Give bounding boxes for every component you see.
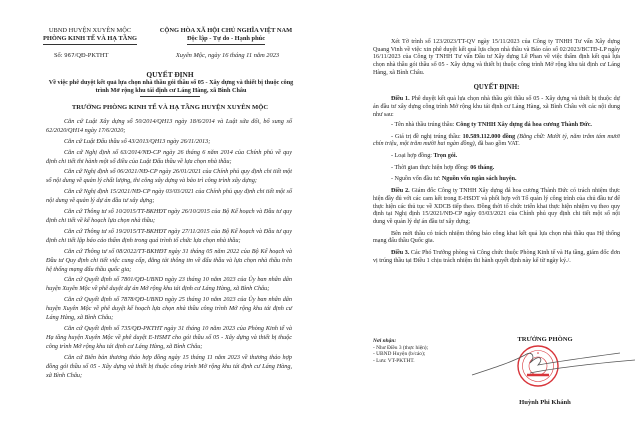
article-1 (373, 96, 620, 119)
article-3-label: Điều 3. (391, 250, 410, 257)
recipient-item: - Như Điều 3 (thực hiện); (373, 344, 429, 351)
legal-basis: Căn cứ Thông tư số 19/2015/TT-BKHĐT ngày 27/11/2015 của Bộ Kế hoạch và Đầu tư quy định chi tiết lập báo cáo thẩm định trong quá trình tổ chức lựa chọn nhà thầu; (46, 227, 292, 244)
legal-basis: Căn cứ Luật Đấu thầu số 43/2013/QH13 ngày 26/11/2013; (64, 137, 211, 145)
place-date: Xuyên Mộc, ngày 16 tháng 11 năm 2023 (175, 52, 280, 59)
duration-line (373, 165, 620, 173)
legal-bases (46, 117, 292, 382)
legal-basis: Căn cứ Quyết định số 735/QĐ-PKTHT ngày 31 tháng 10 năm 2023 của Phòng Kinh tế và Hạ tầng huyện Xuyên Mộc về phê duyệt E-HSMT cho gói thầu số 05 - Xây dựng và thiết bị thuộc công trình Mở rộng khu tái định cư Láng Hàng, xã Bình Châu; (46, 324, 292, 350)
document-number (54, 52, 108, 60)
legal-basis: Căn cứ Biên bản thương thảo hợp đồng ngày 15 tháng 11 năm 2023 về thương thảo hợp đồng gói thầu số 05 - Xây dựng và thiết bị thuộc công trình Mở rộng khu tái định cư Láng Hàng, xã Bình Châu; (46, 353, 292, 379)
decision-heading: QUYẾT ĐỊNH: (473, 83, 520, 91)
article-3-text: Các Phó Trưởng phòng và Công chức thuộc Phòng Kinh tế và Hạ tầng, giám đốc đơn vị trúng thầu tại Điều 1 chịu trách nhiệm thi hành quyết định này kể từ ngày ký./. (373, 250, 620, 264)
winner-label: - Tên nhà thầu trúng thầu: (391, 121, 455, 128)
agency-header (30, 27, 150, 45)
duration-value: 06 tháng. (470, 164, 495, 171)
funding-value: Nguồn vốn ngân sách huyện. (441, 176, 517, 183)
legal-basis: Căn cứ Nghị định 15/2021/NĐ-CP ngày 03/03/2021 của Chính phủ quy định chi tiết một số nội dung về quản lý dự án đầu tư xây dựng; (46, 188, 292, 205)
legal-basis: Căn cứ Thông tư số 10/2015/TT-BKHĐT ngày 26/10/2015 của Bộ Kế hoạch và Đầu tư quy định chi tiết về kế hoạch lựa chọn nhà thầu; (46, 207, 292, 224)
contract-type-line (373, 153, 620, 161)
price-words: (Bằng chữ: Mười tỷ, năm trăm tám mươi chín triệu, một trăm mười hai ngàn đồng) (373, 133, 620, 148)
article-2-label: Điều 2. (391, 188, 410, 195)
contract-type-label: - Loại hợp đồng: (391, 153, 432, 160)
article-2-notice: Bên mời thầu có trách nhiệm thông báo công khai kết quả lựa chọn nhà thầu qua Hệ thống mạng đấu thầu Quốc gia. (373, 230, 620, 245)
number-suffix: /QĐ-PKTHT (74, 52, 109, 59)
winner-name: Công ty TNHH Xây dựng đá hoa cương Thành Đức. (455, 121, 592, 128)
recipients (373, 338, 483, 364)
article-1-label: Điều 1. (391, 96, 410, 103)
signer-name: Huỳnh Phi Khánh (519, 399, 571, 406)
issuing-authority: TRƯỞNG PHÒNG KINH TẾ VÀ HẠ TẦNG HUYỆN XUYÊN MỘC (71, 104, 269, 111)
recipient-item: - UBND Huyện (b/cáo); (373, 351, 426, 358)
price-line (373, 134, 620, 149)
stamp-and-signature (470, 345, 640, 400)
number-label: Số: (54, 52, 63, 59)
legal-basis: Căn cứ Nghị định số 63/2014/NĐ-CP ngày 26 tháng 6 năm 2014 của Chính phủ về quy định chi tiết thi hành một số điều của Luật Đấu thầu về lựa chọn nhà thầu; (46, 148, 292, 165)
duration-label: - Thời gian thực hiện hợp đồng: (391, 164, 469, 171)
considering-paragraph: Xét Tờ trình số 123/2023/TT-QV ngày 15/11/2023 của Công ty TNHH Tư vấn Xây dựng Quang Vinh về việc xin phê duyệt kết quả lựa chọn nhà thầu và Báo cáo số 02/2023/BCTĐ-LP ngày 16/11/2023 của Công ty TNHH Tư vấn Đầu tư Xây dựng Lê Phan về việc thẩm định kết quả lựa chọn nhà thầu gói thầu số 05 - Xây dựng và thiết bị thuộc công trình Mở rộng khu tái định cư Láng Hàng, xã Bình Châu. (373, 39, 620, 76)
funding-line (373, 176, 620, 184)
nation-header (146, 27, 306, 45)
article-2-text: Giám đốc Công ty TNHH Xây dựng đá hoa cương Thành Đức có trách nhiệm thực hiện đầy đủ với các cam kết trong E-HSDT và phối hợp với Tổ quản lý công trình của chủ đầu tư để thực hiện các thủ tục về XDCB tiếp theo. Đồng thời tổ chức triển khai thực hiện nhiệm vụ theo quy định tại Nghị định 15/2021/NĐ-CP ngày 03/03/2021 của Chính phủ quy định chi tiết một số nội dung về quản lý dự án đầu tư xây dựng; (373, 188, 620, 225)
article-1-text: Phê duyệt kết quả lựa chọn nhà thầu gói thầu số 05 - Xây dựng và thiết bị thuộc dự án đầu tư xây dựng công trình Mở rộng khu tái định cư Láng Hàng, xã Bình Châu với các nội dung như sau: (373, 96, 620, 118)
article-2 (373, 188, 620, 227)
price-label: - Giá trị đề nghị trúng thầu: (391, 133, 461, 140)
handwritten-number: 967 (64, 53, 75, 59)
contract-type-value: Trọn gói. (433, 153, 458, 160)
price-suffix: , đã bao gồm VAT. (474, 141, 520, 148)
official-stamp (518, 346, 558, 386)
legal-basis: Căn cứ Nghị định số 06/2021/NĐ-CP ngày 26/01/2021 của Chính phủ quy định chi tiết một số nội dung về quản lý chất lượng, thi công xây dựng và bảo trì công trình xây dựng; (46, 168, 292, 185)
signer-title: TRƯỞNG PHÒNG (517, 336, 573, 343)
document-title: QUYẾT ĐỊNH (146, 70, 194, 79)
recipient-item: - Lưu: VT-PKTHT. (373, 357, 415, 364)
recipients-heading: Nơi nhận: (373, 338, 397, 344)
divider (140, 96, 200, 97)
legal-basis: Căn cứ Quyết định số 7878/QĐ-UBND ngày 25 tháng 10 năm 2023 của Ủy ban nhân dân huyện Xuyên Mộc về phê duyệt kế hoạch lựa chọn nhà thầu công trình Mở rộng khu tái định cư Láng Hàng, xã Bình Châu; (46, 296, 292, 322)
nation-line1: CỘNG HÒA XÃ HỘI CHỦ NGHĨA VIỆT NAM (159, 27, 293, 34)
nation-line2: Độc lập - Tự do - Hạnh phúc (187, 35, 265, 45)
article-3 (373, 250, 620, 265)
decision-body (373, 39, 620, 268)
legal-basis: Căn cứ Luật Xây dựng số 50/2014/QH13 ngày 18/6/2014 và Luật sửa đổi, bổ sung số 62/2020/QH14 ngày 17/6/2020; (46, 118, 292, 134)
agency-line2: PHÒNG KINH TẾ VÀ HẠ TẦNG (43, 35, 137, 45)
document-subject: Về việc phê duyệt kết quả lựa chọn nhà thầu gói thầu số 05 - Xây dựng và thiết bị thuộc công trình Mở rộng khu tái định cư Láng Hàng, xã Bình Châu (48, 79, 294, 94)
agency-line1: UBND HUYỆN XUYÊN MỘC (48, 27, 132, 34)
legal-basis: Căn cứ Quyết định số 7801/QĐ-UBND ngày 23 tháng 10 năm 2023 của Ủy ban nhân dân huyện Xuyên Mộc về phê duyệt dự án Mở rộng khu tái định cư Láng Hàng, xã Bình Châu; (46, 276, 292, 293)
legal-basis: Căn cứ Thông tư số 08/2022/TT-BKHĐT ngày 31 tháng 05 năm 2022 của Bộ Kế hoạch và Đầu tư Quy định chi tiết việc cung cấp, đăng tải thông tin về đấu thầu và lựa chọn nhà thầu trên hệ thống mạng đấu thầu quốc gia; (46, 247, 292, 273)
funding-label: - Nguồn vốn đầu tư: (391, 176, 441, 183)
winner-line (373, 122, 620, 130)
price-value: 10.589.112.000 đồng (462, 133, 516, 140)
